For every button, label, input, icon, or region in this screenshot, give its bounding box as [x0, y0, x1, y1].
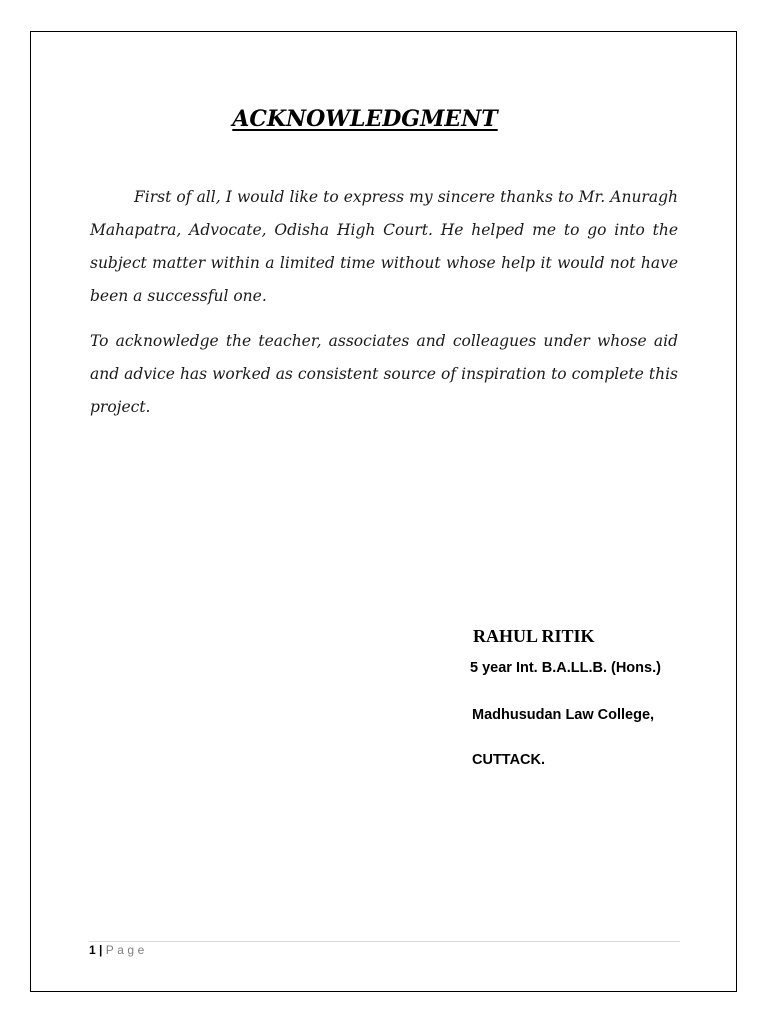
signatory-city: CUTTACK. — [472, 752, 546, 768]
page-number: 1 — [89, 943, 96, 957]
signatory-course: 5 year Int. B.A.LL.B. (Hons.) — [470, 660, 661, 676]
page-footer — [89, 943, 148, 957]
page-title: ACKNOWLEDGMENT — [232, 106, 498, 132]
acknowledgment-paragraph-2: To acknowledge the teacher, associates and colleagues under whose aid and advice has worked as consistent source of inspiration to complete this project. — [90, 332, 678, 416]
signatory-college: Madhusudan Law College, — [472, 707, 655, 723]
acknowledgment-paragraph-1: First of all, I would like to express my sincere thanks to Mr. Anuragh Mahapatra, Advocate, Odisha High Court. He helped me to go into the subject matter within a limited time without whose help it would not have been a successful one. — [90, 188, 678, 305]
page-border — [30, 31, 737, 992]
signatory-name: RAHUL RITIK — [473, 626, 595, 646]
page-label: Page — [105, 943, 148, 957]
footer-divider — [89, 941, 680, 942]
footer-separator: | — [99, 943, 103, 957]
